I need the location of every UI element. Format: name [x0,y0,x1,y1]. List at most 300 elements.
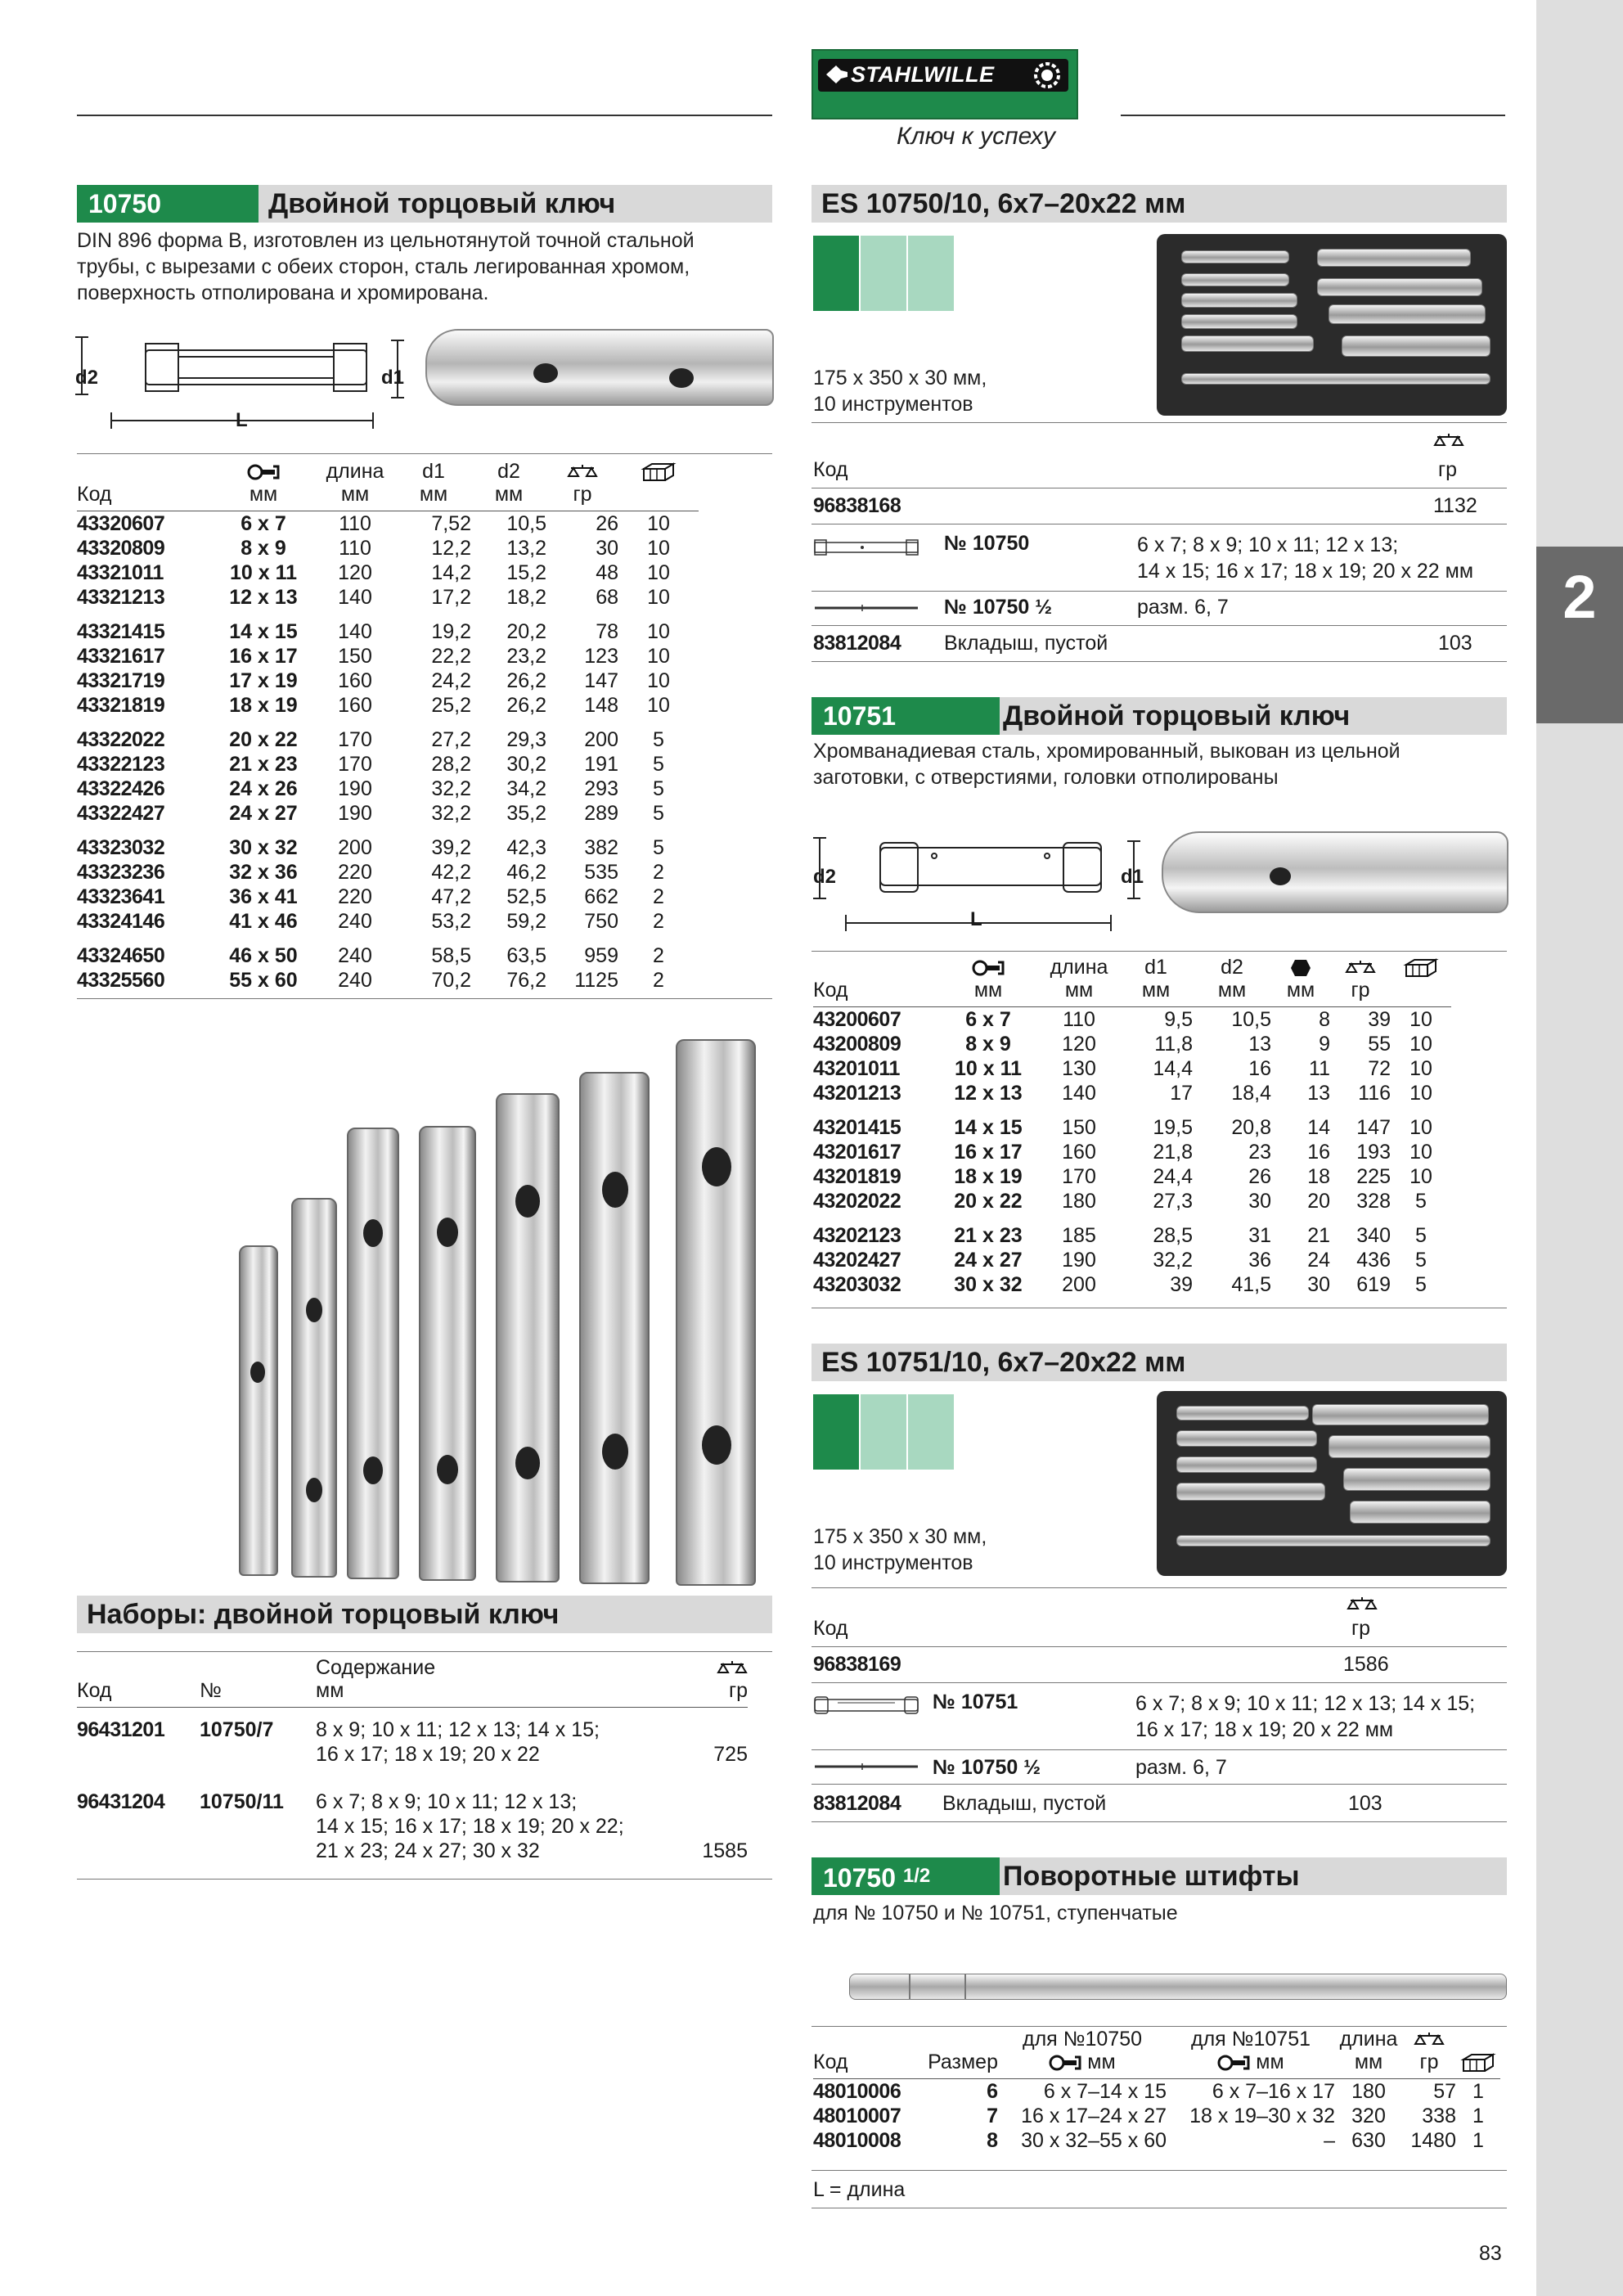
table-cell: 5 [653,777,664,800]
table-cell: 43201819 [813,1165,901,1188]
table-cell: 17 [1170,1082,1193,1105]
table-cell: 10 [1409,1033,1432,1056]
table-cell: 5 [1415,1224,1427,1247]
table-rule [812,1682,1507,1683]
table-cell: 24 x 27 [954,1249,1023,1272]
table-cell: 160 [1062,1141,1096,1164]
table-cell: 148 [584,694,618,717]
spec-body-10750 [77,511,699,993]
hex-icon [1290,958,1311,978]
set-no: 10750/7 [200,1718,274,1741]
table-cell: 130 [1062,1057,1096,1080]
table-cell: 43201415 [813,1116,901,1139]
table-cell: 8 [1319,1008,1330,1031]
table-cell: 5 [1415,1190,1427,1213]
table-end-rule [812,661,1507,662]
table-cell: 10 x 11 [229,561,298,584]
table-row [813,1056,1451,1081]
table-cell: 619 [1356,1273,1391,1296]
table-cell: 24,2 [431,669,471,692]
table-cell: 26,2 [506,669,546,692]
article-number: 10751 [812,697,1000,735]
table-cell: 10 [1409,1008,1432,1031]
table-cell: 6 x 7–16 x 17 [1212,2080,1335,2103]
table-cell: 43323032 [77,836,165,859]
col-for10750: для №10750 [1023,2028,1142,2051]
col-weight-unit: гр [573,483,592,506]
section-title: Двойной торцовый ключ [1003,700,1351,732]
table-rule [812,625,1507,626]
table-cell: 18,4 [1231,1082,1271,1105]
table-cell: 13,2 [506,537,546,560]
table-cell: 28,2 [431,753,471,776]
col-length-unit: мм [1354,2051,1383,2073]
item-no: № 10750 [944,532,1030,555]
scale-icon [1347,1596,1378,1614]
table-cell: 43322022 [77,728,165,751]
table-row [77,777,699,801]
pin-sketch-icon [813,602,919,614]
set-weight: 1585 [702,1839,748,1862]
table-cell: 18 x 19–30 x 32 [1189,2105,1335,2127]
set-content-line: 14 x 15; 16 x 17; 18 x 19; 20 x 22; [316,1815,624,1838]
item-content-line: разм. 6, 7 [1137,596,1229,619]
table-cell: 9 [1319,1033,1330,1056]
table-cell: 147 [584,669,618,692]
table-cell: 180 [1351,2080,1386,2103]
table-row [813,1272,1451,1297]
table-cell: 43320607 [77,512,165,535]
col-d1: d1 [422,460,445,483]
table-cell: 30 [1307,1273,1330,1296]
table-cell: 7 [987,2105,998,2127]
table-cell: 43323236 [77,861,165,884]
table-cell: 185 [1062,1224,1096,1247]
set-weight: 725 [713,1743,748,1766]
table-cell: 170 [338,728,372,751]
table-cell: 10 [647,669,670,692]
item-content-line: 16 x 17; 18 x 19; 20 x 22 мм [1135,1718,1394,1741]
set-weight: 1132 [1433,494,1477,517]
table-cell: 53,2 [431,910,471,933]
table-cell: 662 [584,885,618,908]
table-cell: 123 [584,645,618,668]
table-row [813,1081,1451,1105]
item-content-line: 14 x 15; 16 x 17; 18 x 19; 20 x 22 мм [1137,560,1474,583]
col-weight-unit: гр [1419,2051,1439,2073]
wrench-hole [533,363,558,383]
table-cell: 52,5 [506,885,546,908]
table-cell: 16 x 17–24 x 27 [1021,2105,1167,2127]
table-cell: 5 [1415,1273,1427,1296]
table-cell: 110 [1063,1008,1095,1031]
table-row [77,610,699,644]
table-rule [812,1587,1507,1588]
table-cell: 57 [1433,2080,1456,2103]
table-cell: 21 x 23 [229,753,298,776]
table-cell: 20,2 [506,620,546,643]
table-cell: 150 [1062,1116,1096,1139]
table-cell: 43325560 [77,969,165,992]
table-cell: 110 [339,512,371,535]
table-cell: 43201617 [813,1141,901,1164]
side-tab [1536,0,1623,2296]
description-10750 [77,227,772,306]
table-rule [77,453,772,454]
insert-weight: 103 [1438,632,1472,655]
col-d2: d2 [1221,956,1243,979]
table-cell: 10,5 [1231,1008,1271,1031]
table-cell: 436 [1356,1249,1391,1272]
table-cell: 21 x 23 [954,1224,1023,1247]
col-d2: d2 [497,460,520,483]
dims-line: 175 x 350 x 30 мм, [813,1525,987,1548]
table-row [77,752,699,777]
table-cell: 32,2 [1153,1249,1193,1272]
table-cell: 14 x 15 [229,620,298,643]
table-cell: 39 [1170,1273,1193,1296]
table-cell: 17,2 [431,586,471,609]
table-cell: 10 [1409,1116,1432,1139]
table-cell: 43200607 [813,1008,901,1031]
dims-line: 10 инструментов [813,1551,973,1574]
wrench-sketch-icon [813,1694,919,1717]
table-cell: 8 x 9 [965,1033,1011,1056]
table-cell: 12 x 13 [229,586,298,609]
table-cell: 750 [584,910,618,933]
table-cell: 43321819 [77,694,165,717]
table-end-rule [77,998,772,999]
col-d2-unit: мм [1217,979,1247,1002]
col-weight-unit: гр [1438,458,1458,481]
table-cell: 36 [1248,1249,1271,1272]
table-cell: 41,5 [1231,1273,1271,1296]
col-code: Код [77,1679,112,1702]
table-cell: 293 [584,777,618,800]
col-code: Код [813,458,848,481]
table-row [77,934,699,968]
table-cell: 48 [596,561,618,584]
table-cell: 78 [596,620,618,643]
table-cell: 10 [1409,1141,1432,1164]
table-cell: 43323641 [77,885,165,908]
col-for10751: для №10751 [1191,2028,1311,2051]
spec-body-10750-half [813,2079,1500,2154]
item-no: № 10751 [933,1690,1018,1713]
set-no: 10750/11 [200,1790,284,1813]
table-cell: 59,2 [506,910,546,933]
table-cell: – [1324,2129,1335,2152]
table-cell: 2 [653,969,664,992]
section-header-es10751 [812,1344,1507,1381]
table-cell: 1 [1472,2105,1484,2127]
table-cell: 63,5 [506,944,546,967]
table-row [813,1140,1451,1164]
description-10751 [813,738,1508,790]
wrench-photo [419,1126,476,1581]
dim-label-d1: d1 [1121,866,1144,888]
table-cell: 42,2 [431,861,471,884]
table-cell: 170 [338,753,372,776]
table-cell: 5 [653,728,664,751]
spanner-icon [1049,2054,1081,2072]
top-rule-left [77,115,772,116]
table-cell: 13 [1307,1082,1330,1105]
col-hex-unit: мм [1286,979,1315,1002]
table-cell: 225 [1356,1165,1391,1188]
table-cell: 120 [338,561,372,584]
table-cell: 39,2 [431,836,471,859]
table-cell: 630 [1351,2129,1386,2152]
table-cell: 72 [1368,1057,1391,1080]
table-cell: 10 [1409,1082,1432,1105]
table-cell: 19,2 [431,620,471,643]
scale-icon [1345,959,1376,977]
table-cell: 338 [1422,2105,1456,2127]
table-cell: 48010007 [813,2105,901,2127]
table-row [77,801,699,826]
table-row [77,644,699,669]
col-code: Код [813,2051,848,2073]
table-cell: 43201213 [813,1082,901,1105]
table-cell: 26 [596,512,618,535]
table-cell: 10 [647,537,670,560]
table-cell: 1480 [1410,2129,1456,2152]
table-cell: 43322426 [77,777,165,800]
table-cell: 31 [1248,1224,1271,1247]
table-row [77,885,699,909]
table-rule [812,1749,1507,1750]
table-cell: 340 [1356,1224,1391,1247]
set-content-line: 8 x 9; 10 x 11; 12 x 13; 14 x 15; [316,1718,600,1741]
col-weight-unit: гр [1351,979,1370,1002]
table-cell: 7,52 [431,512,471,535]
wrench-hole [1270,867,1291,885]
section-title: ES 10750/10, 6x7–20x22 мм [821,188,1186,219]
table-cell: 160 [338,669,372,692]
table-cell: 43203032 [813,1273,901,1296]
table-cell: 6 x 7 [241,512,286,535]
spanner-icon [1217,2054,1250,2072]
table-row [77,585,699,610]
wrench-photo [579,1072,650,1584]
table-rule [812,591,1507,592]
page-number: 83 [1479,2242,1502,2265]
col-unit: мм [1087,2051,1116,2073]
table-cell: 28,5 [1153,1224,1193,1247]
item-content-line: 6 x 7; 8 x 9; 10 x 11; 12 x 13; [1137,533,1399,556]
spanner-icon [247,463,280,481]
sets-table [77,1656,748,1863]
table-cell: 43321011 [77,561,164,584]
table-cell: 43200809 [813,1033,901,1056]
table-cell: 2 [653,910,664,933]
table-cell: 20 x 22 [229,728,298,751]
table-cell: 2 [653,944,664,967]
table-cell: 36 x 41 [229,885,298,908]
table-cell: 120 [1062,1033,1096,1056]
table-cell: 46 x 50 [229,944,298,967]
table-cell: 13 [1248,1033,1271,1056]
table-cell: 6 x 7 [965,1008,1011,1031]
table-row [813,1105,1451,1140]
table-row [77,693,699,718]
color-swatch [906,236,954,311]
section-header-10750 [77,185,772,223]
table-cell: 140 [338,586,372,609]
table-cell: 43321719 [77,669,165,692]
spec-body-10751 [813,1007,1451,1298]
table-cell: 8 x 9 [241,537,286,560]
pin-sketch-icon [813,1761,919,1772]
slogan: Ключ к успеху [897,123,1056,150]
table-cell: 30 x 32–55 x 60 [1021,2129,1167,2152]
table-row [77,860,699,885]
table-cell: 10 [647,561,670,584]
table-cell: 2 [653,861,664,884]
table-cell: 180 [1062,1190,1096,1213]
color-swatch [813,236,859,311]
table-row [813,1189,1451,1213]
table-cell: 535 [584,861,618,884]
table-cell: 30 [1248,1190,1271,1213]
table-cell: 48010008 [813,2129,901,2152]
article-number [812,1857,1000,1895]
section-title: Наборы: двойной торцовый ключ [87,1599,560,1630]
table-row [77,1767,748,1863]
table-cell: 25,2 [431,694,471,717]
article-number: 10750 [77,185,259,223]
table-cell: 6 [987,2080,998,2103]
item-no: № 10750 ½ [933,1756,1041,1779]
dim-label-d2: d2 [813,866,837,888]
set-content-line: 21 x 23; 24 x 27; 30 x 32 [316,1839,540,1862]
item-no: № 10750 ½ [944,596,1053,619]
table-cell: 20 x 22 [954,1190,1023,1213]
table-cell: 16 [1307,1141,1330,1164]
set-code: 96838169 [813,1653,901,1676]
col-size-unit: мм [973,979,1003,1002]
col-code: Код [77,483,112,506]
table-row [813,1248,1451,1272]
section-title: Поворотные штифты [1003,1861,1300,1892]
table-cell: 6 x 7–14 x 15 [1043,2080,1167,2103]
col-content-unit: мм [316,1679,344,1702]
table-row [77,718,699,752]
table-cell: 43321213 [77,586,165,609]
table-cell: 240 [338,969,372,992]
table-cell: 12 x 13 [954,1082,1023,1105]
chapter-tab-number[interactable]: 2 [1536,547,1623,723]
section-header-es10750 [812,185,1507,223]
item-content-line: 6 x 7; 8 x 9; 10 x 11; 12 x 13; 14 x 15; [1135,1692,1476,1715]
table-rule [812,2170,1507,2171]
table-cell: 1125 [574,969,618,992]
table-cell: 43324146 [77,910,165,933]
tool-tray-photo [1157,1391,1507,1576]
section-title: Двойной торцовый ключ [268,188,616,219]
table-cell: 289 [584,802,618,825]
scale-icon [1414,2031,1445,2049]
package-icon [641,462,677,482]
col-d1-unit: мм [419,483,448,506]
table-cell: 8 [987,2129,998,2152]
table-cell: 16 [1248,1057,1271,1080]
table-cell: 160 [338,694,372,717]
table-end-rule [812,1821,1507,1822]
table-cell: 32,2 [431,802,471,825]
table-cell: 382 [584,836,618,859]
table-end-rule [77,1879,772,1880]
table-cell: 23 [1248,1141,1271,1164]
table-cell: 41 x 46 [229,910,298,933]
table-cell: 30 x 32 [229,836,298,859]
col-size-unit: мм [249,483,278,506]
col-d1: d1 [1144,956,1167,979]
item-content-line: разм. 6, 7 [1135,1756,1227,1779]
table-row [77,826,699,860]
wrench-photo [239,1245,278,1576]
desc-line: трубы, с вырезами с обеих сторон, сталь легированная хромом, [77,255,690,278]
table-cell: 21,8 [1153,1141,1193,1164]
table-cell: 140 [1062,1082,1096,1105]
dim-label-d2: d2 [75,367,99,389]
wrench-photo [291,1198,337,1578]
table-cell: 43321617 [77,645,165,668]
wrench-hole [669,368,694,388]
item-content [1135,1690,1475,1743]
table-row [77,669,699,693]
table-cell: 5 [1415,1249,1427,1272]
table-cell: 10 [1409,1165,1432,1188]
set-dimensions [813,365,987,417]
table-cell: 24 x 26 [229,777,298,800]
col-length-unit: мм [340,483,370,506]
table-cell: 29,3 [506,728,546,751]
table-row [813,1164,1451,1189]
table-cell: 10 x 11 [954,1057,1023,1080]
scale-icon [717,1659,748,1677]
table-cell: 19,5 [1153,1116,1193,1139]
article-number-base: 10750 [823,1863,896,1893]
wrench-photo [676,1039,756,1586]
table-cell: 43322427 [77,802,165,825]
table-cell: 116 [1358,1082,1391,1105]
table-row [77,909,699,934]
table-cell: 200 [584,728,618,751]
table-cell: 10,5 [506,512,546,535]
table-cell: 12,2 [431,537,471,560]
table-cell: 193 [1356,1141,1391,1164]
table-cell: 34,2 [506,777,546,800]
top-rule-right [1121,115,1505,116]
insert-label: Вкладыш, пустой [942,1792,1107,1815]
table-cell: 23,2 [506,645,546,668]
table-cell: 17 x 19 [229,669,298,692]
set-weight: 1586 [1343,1653,1389,1676]
table-row [813,2104,1500,2128]
insert-weight: 103 [1348,1792,1382,1815]
table-cell: 11 [1309,1057,1330,1080]
table-cell: 26 [1248,1165,1271,1188]
table-cell: 26,2 [506,694,546,717]
gear-logo-icon [1032,61,1062,90]
table-cell: 27,3 [1153,1190,1193,1213]
article-number-suffix: 1/2 [902,1865,931,1887]
wrench-photo [347,1128,399,1579]
table-cell: 200 [338,836,372,859]
insert-code: 83812084 [813,1792,901,1815]
